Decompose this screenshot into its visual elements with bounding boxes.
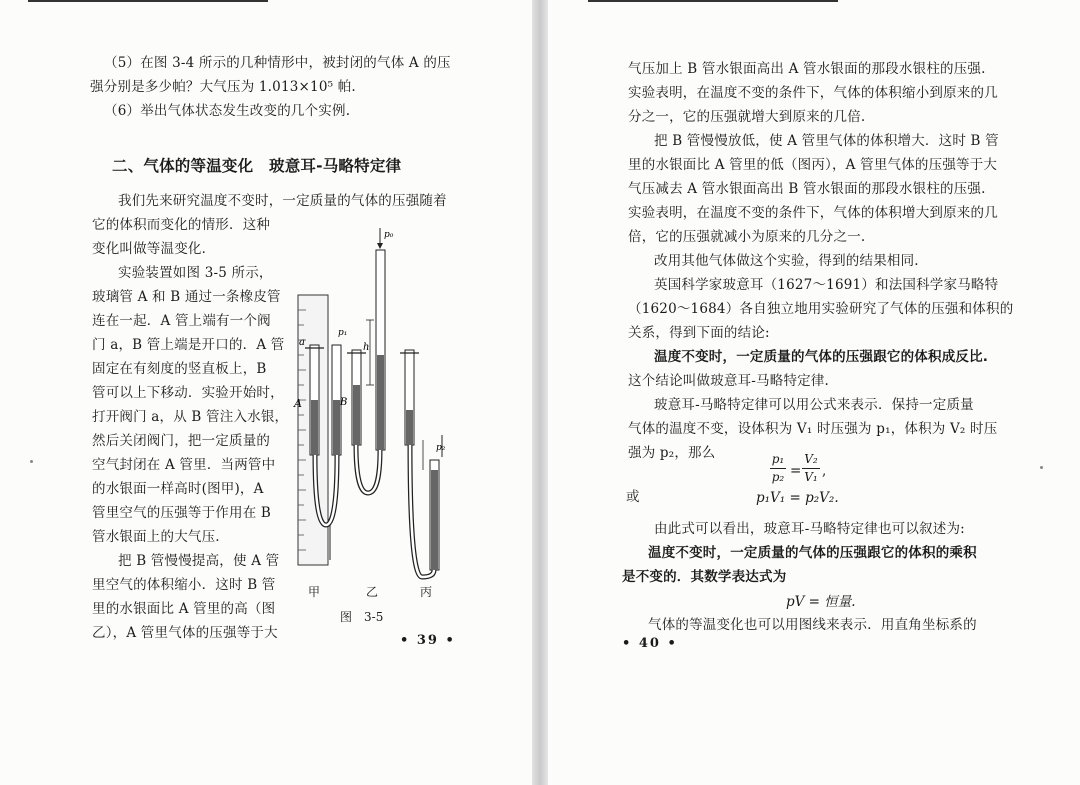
text-line: 管水银面上的大气压. bbox=[92, 529, 220, 545]
text-line: 固定在有刻度的竖直板上，B bbox=[92, 361, 267, 377]
formula-product: p₁V₁ = p₂V₂. bbox=[756, 490, 839, 506]
law-restatement: 温度不变时，一定质量的气体的压强跟它的体积的乘积 bbox=[648, 545, 977, 561]
tube-B-label: B bbox=[340, 397, 348, 408]
fraction-numerator: p₁ bbox=[771, 452, 785, 466]
text-line: 乙），A 管里气体的压强等于大 bbox=[92, 625, 278, 641]
text-line: 的水银面一样高时(图甲)，A bbox=[92, 481, 264, 497]
scan-speck bbox=[30, 460, 33, 463]
or-label: 或 bbox=[626, 489, 640, 505]
text-line: 打开阀门 a，从 B 管注入水银， bbox=[92, 409, 289, 425]
text-line: 管里空气的压强等于作用在 B bbox=[92, 505, 272, 521]
text-line: 变化叫做等温变化． bbox=[92, 241, 216, 257]
text-line: 空气封闭在 A 管里．当两管中 bbox=[92, 457, 276, 473]
text-line: 强分别是多少帕？大气压为 1.013×10⁵ 帕. bbox=[90, 79, 356, 95]
text-line: 实验表明，在温度不变的条件下，气体的体积缩小到原来的几 bbox=[628, 85, 998, 101]
page-number-left: • 39 • bbox=[400, 633, 456, 648]
page-number-right: • 40 • bbox=[622, 636, 678, 651]
h-label: h bbox=[363, 342, 370, 353]
text-line: 改用其他气体做这个实验，得到的结果相同. bbox=[654, 253, 919, 269]
fraction-denominator: V₁ bbox=[804, 470, 818, 484]
text-line: 实验表明，在温度不变的条件下，气体的体积增大到原来的几 bbox=[628, 205, 998, 221]
scan-speck bbox=[1040, 466, 1043, 469]
text-line: 气体的温度不变，设体积为 V₁ 时压强为 p₁，体积为 V₂ 时压 bbox=[628, 421, 998, 437]
fraction-denominator: p₂ bbox=[771, 470, 785, 484]
text-line: 把 B 管慢慢放低，使 A 管里气体的体积增大．这时 B 管 bbox=[654, 133, 999, 149]
top-rule bbox=[28, 0, 268, 2]
book-gutter bbox=[532, 0, 548, 785]
figure-3-5 bbox=[290, 225, 470, 595]
text-line: 倍，它的压强就减小为原来的几分之一. bbox=[628, 229, 866, 245]
text-line: 管可以上下移动．实验开始时， bbox=[92, 385, 284, 401]
text-line: 连在一起．A 管上端有一个阀 bbox=[92, 313, 271, 329]
text-line: 气压减去 A 管水银面高出 B 管水银面的那段水银柱的压强. bbox=[628, 181, 986, 197]
text-line: （5）在图 3-4 所示的几种情形中，被封闭的气体 A 的压 bbox=[104, 55, 451, 71]
text-line: 这个结论叫做玻意耳-马略特定律. bbox=[628, 373, 830, 389]
text-line: 里的水银面比 A 管里的高（图 bbox=[92, 601, 276, 617]
section-heading: 二、气体的等温变化 玻意耳-马略特定律 bbox=[112, 157, 402, 175]
text-line: （1620～1684）各自独立地用实验研究了气体的压强和体积的 bbox=[628, 301, 1014, 317]
text-line: 英国科学家玻意耳（1627～1691）和法国科学家马略特 bbox=[654, 277, 999, 293]
text-line: 我们先来研究温度不变时，一定质量的气体的压强随着 bbox=[118, 193, 447, 209]
right-page bbox=[548, 0, 1080, 785]
figure-label-yi: 乙 bbox=[366, 585, 379, 599]
fraction-v bbox=[802, 452, 820, 485]
fraction-p bbox=[770, 452, 786, 485]
text-line: 门 a，B 管上端是开口的．A 管 bbox=[92, 337, 285, 353]
figure-caption: 图 3-5 bbox=[340, 610, 384, 624]
left-page bbox=[0, 0, 532, 785]
text-line: 它的体积而变化的情形．这种 bbox=[92, 217, 271, 233]
text-line: 气体的等温变化也可以用图线来表示．用直角坐标系的 bbox=[648, 617, 977, 633]
text-line: 气压加上 B 管水银面高出 A 管水银面的那段水银柱的压强. bbox=[628, 61, 986, 77]
equals-sign: = bbox=[790, 463, 802, 479]
valve-a-label: a bbox=[299, 337, 305, 348]
text-line: 关系，得到下面的结论: bbox=[628, 325, 770, 341]
text-line: 分之一，它的压强就增大到原来的几倍. bbox=[628, 109, 866, 125]
text-line: 然后关闭阀门，把一定质量的 bbox=[92, 433, 271, 449]
law-restatement-cont: 是不变的．其数学表达式为 bbox=[622, 569, 787, 585]
text-line: 实验装置如图 3-5 所示， bbox=[118, 265, 273, 281]
comma: , bbox=[822, 463, 827, 479]
fraction-numerator: V₂ bbox=[804, 452, 818, 466]
p2-label: p₂ bbox=[436, 443, 446, 453]
text-line: （6）举出气体状态发生改变的几个实例. bbox=[104, 103, 351, 119]
text-line: 玻璃管 A 和 B 通过一条橡皮管 bbox=[92, 289, 281, 305]
top-rule bbox=[588, 0, 838, 2]
p0-label: p₀ bbox=[384, 230, 394, 240]
text-line: 里的水银面比 A 管里的低（图丙），A 管里气体的压强等于大 bbox=[628, 157, 998, 173]
formula-constant: pV = 恒量. bbox=[786, 594, 856, 610]
figure-label-jia: 甲 bbox=[308, 585, 321, 599]
text-line: 由此式可以看出，玻意耳-马略特定律也可以叙述为: bbox=[654, 521, 965, 537]
figure-label-bing: 丙 bbox=[420, 585, 433, 599]
tube-A-label: A bbox=[294, 397, 302, 410]
text-line: 玻意耳-马略特定律可以用公式来表示．保持一定质量 bbox=[654, 397, 974, 413]
p1-label: p₁ bbox=[338, 328, 348, 338]
text-line: 里空气的体积缩小．这时 B 管 bbox=[92, 577, 276, 593]
text-line: 把 B 管慢慢提高，使 A 管 bbox=[118, 553, 280, 569]
text-line: 强为 p₂，那么 bbox=[628, 445, 716, 461]
law-statement: 温度不变时，一定质量的气体的压强跟它的体积成反比. bbox=[654, 349, 989, 365]
